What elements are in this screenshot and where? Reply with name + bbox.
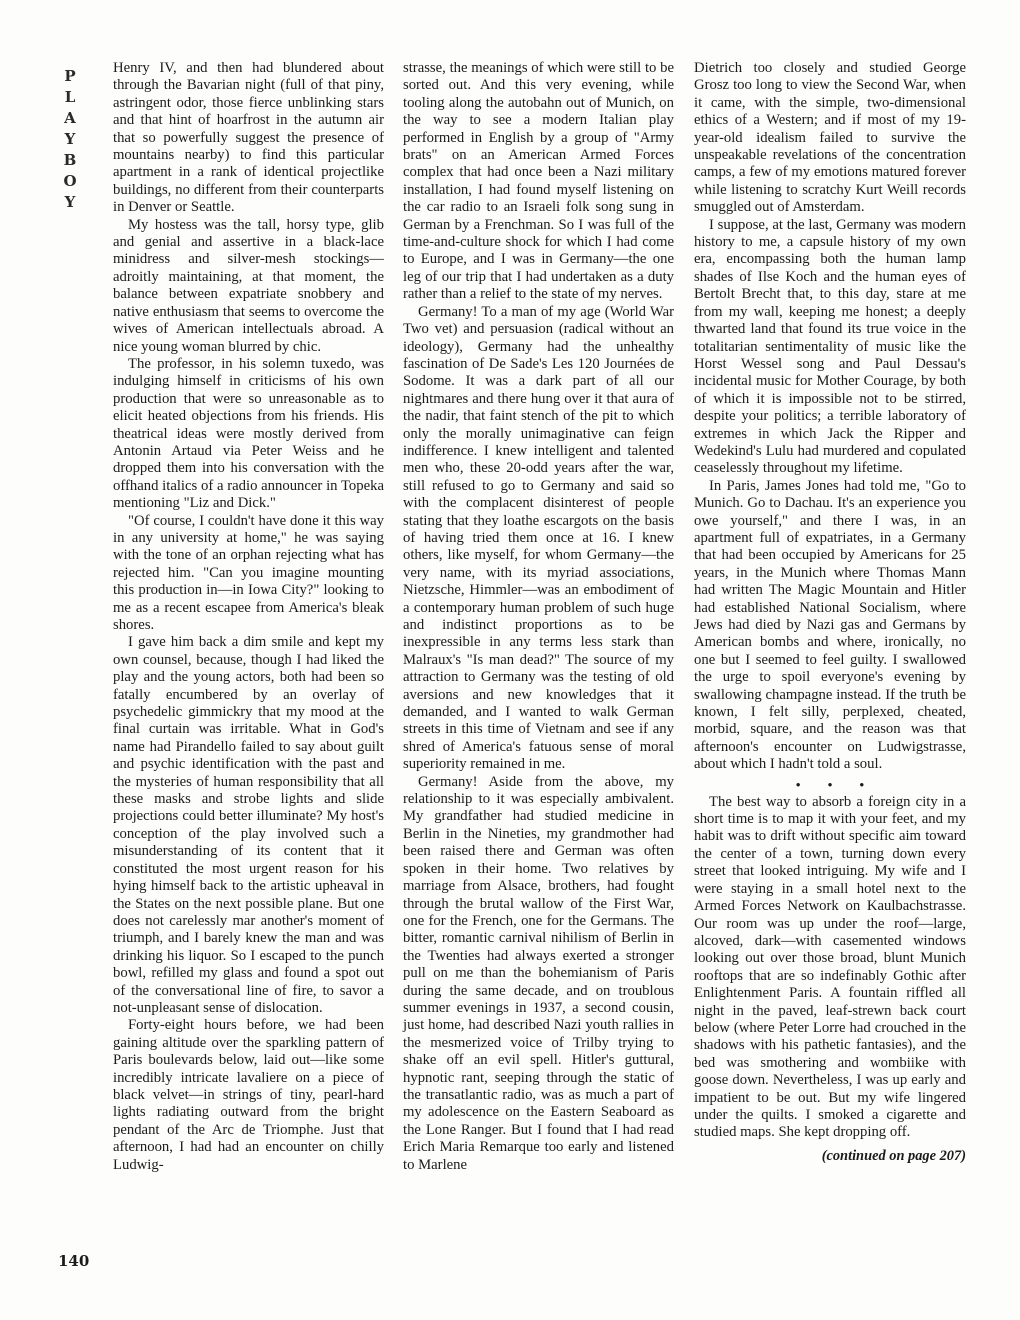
magazine-letter: B <box>63 151 77 169</box>
magazine-name-vertical <box>58 66 82 213</box>
paragraph: Henry IV, and then had blundered about through the Bavarian night (full of that piny, astringent odor, those fierce unblinking stars and that hint of hoarfrost in the autumn air that so powerfully suggest the presence of mountains nearby) to find this particular apartment in a rank of identical projectlike buildings, no different from their counterparts in Denver or Seattle. <box>113 60 384 216</box>
paragraph: I suppose, at the last, Germany was modern history to me, a capsule history of my own era, encompassing both the human lamp shades of Ilse Koch and the human eyes of Bertolt Brecht that, to this day, stare at me from my wall, keeping me honest; a deeply thwarted land that found its true voice in the totalitarian sentimentality of music like the Horst Wessel song and Paul Dessau's incidental music for Mother Courage, by both of which it is impossible not to be stirred, despite your politics; a terrible laboratory of extremes in which Jack the Ripper and Wedekind's Lulu had murdered and copulated ceaselessly throughout my lifetime. <box>694 216 966 477</box>
paragraph: "Of course, I couldn't have done it this way in any university at home," he was saying with the tone of an orphan rejecting what has rejected him. "Can you imagine mounting this production in—in Iowa City?" looking to me as a recent escapee from America's bleak shores. <box>113 512 384 633</box>
paragraph: The best way to absorb a foreign city in a short time is to map it with your feet, and my habit was to drift without specific aim toward the center of a town, turning down every street that looked intriguing. My wife and I were staying in a small hotel next to the Armed Forces Network on Kaulbachstrasse. Our room was up under the roof—large, alcoved, dark—with casemented windows looking out over those broad, blunt Munich rooftops that are so indefinably Gothic after Enlightenment Paris. A fountain riffled all night in the paved, leaf-strewn back court below (where Peter Lorre had crouched in the shadows with his pathetic fantasies), and the bed was smothering and wombiike with goose down. Nevertheless, I was up early and impatient to be out. But my wife lingered under the quilts. I smoked a cigarette and studied maps. She kept dropping off. <box>694 793 966 1141</box>
magazine-letter: P <box>64 67 76 85</box>
continuation-note: (continued on page 207) <box>821 1147 966 1164</box>
paragraph: In Paris, James Jones had told me, "Go to Munich. Go to Dachau. It's an experience you owe yourself," and there I was, in an apartment full of expatriates, in a Germany that had been occupied by Americans for 25 years, in the Munich where Thomas Mann had written The Magic Mountain and Hitler had established National Socialism, where Jews had died by Nazi gas and Germans by American bombs and where, ironically, no one but I seemed to feel guilty. I swallowed the urge to spoil everyone's evening by swallowing champagne instead. If the truth be known, I felt silly, perplexed, cheated, morbid, square, and the reason was that afternoon's encounter on Ludwigstrasse, about which I hadn't told a soul. <box>694 477 966 773</box>
magazine-letter: Y <box>64 130 76 148</box>
paragraph: I gave him back a dim smile and kept my own counsel, because, though I had liked the play and the young actors, both had been so fatally encumbered by an overlay of psychedelic gimmickry that my mood at the final curtain was irritable. What in God's name had Pirandello failed to say about guilt and psychic identification with the past and the mysteries of human responsibility that all these masks and strobe lights and slide projections could better illuminate? My host's conception of the play involved such a misunderstanding of its content that it constituted the most urgent reason for his hying himself back to the artistic upheaval in the States on the next possible plane. But one does not carelessly mar another's moment of triumph, and I barely knew the man and was drinking his liquor. So I escaped to the punch bowl, refilled my glass and found a spot out of the conversational line of fire, to savor a not-unpleasant sense of dislocation. <box>113 634 384 1016</box>
paragraph: Dietrich too closely and studied George Grosz too long to view the Second War, when it came, with the simple, two-dimensional ethics of a Western; and if most of my 19-year-old idealism failed to survive the unspeakable revelations of the concentration camps, a few of my emotions matured forever while listening to scratchy Kurt Weill records smuggled out of Amsterdam. <box>694 60 966 216</box>
paragraph: Germany! To a man of my age (World War Two vet) and persuasion (radical without an ideology), Germany had the unhealthy fascination of De Sade's Les 120 Journées de Sodome. It was a dark part of all our nightmares and there hung over it that aura of the nadir, that faint stench of the pit to which only the morally unimaginative can feign indifference. I knew intelligent and talented men who, these 20-odd years after the war, still refused to go to Germany and said so with the complacent disinterest of people stating that they loathe escargots on the basis of having tried them once at 16. I knew others, like myself, for whom Germany—the very name, with its myriad associations, Nietzsche, Himmler—was an embodiment of a contemporary human problem of such huge and indistinct proportions as to be inexpressible in any terms less stark than Malraux's "Is man dead?" The source of my attraction to Germany was the testing of old aversions and new knowledges that it demanded, and I wanted to walk German streets in this time of Vietnam and see if any shred of America's fatuous sense of moral superiority remained in me. <box>403 303 674 773</box>
magazine-letter: A <box>64 109 76 127</box>
section-break: • • • <box>795 776 877 792</box>
paragraph: Forty-eight hours before, we had been gaining altitude over the sparkling pattern of Paris boulevards below, laid out—like some incredibly intricate lavaliere on a piece of black velvet—in strings of tiny, pearl-hard lights radiating outward from the bright pendant of the Arc de Triomphe. Just that afternoon, I had had an encounter on chilly Ludwig- <box>113 1017 384 1173</box>
paragraph: strasse, the meanings of which were still to be sorted out. And this very evening, while tooling along the autobahn out of Munich, on the way to see a modern Italian play performed in English by a group of "Army brats" on an American Armed Forces complex that had once been a Nazi military installation, I had found myself listening on the car radio to an Israeli folk song sung in German by a Frenchman. So I was full of the time-and-culture shock for which I had come to Europe, and I was in Germany—the one leg of our trip that I had undertaken as a duty rather than a relief to the state of my nerves. <box>403 60 674 303</box>
article-column-3 <box>694 60 966 1165</box>
paragraph: The professor, in his solemn tuxedo, was indulging himself in criticisms of his own production that were so unreasonable as to elicit heated objections from his friends. His theatrical ideas were mostly derived from Antonin Artaud via Peter Weiss and he dropped them into his conversation with the offhand italics of a radio announcer in Topeka mentioning "Liz and Dick." <box>113 355 384 512</box>
paragraph: Germany! Aside from the above, my relationship to it was especially ambivalent. My grandfather had studied medicine in Berlin in the Nineties, my grandmother had been raised there and German was often spoken in their home. Two relatives by marriage from Alsace, brothers, had fought through the brutal wallow of the First War, one for the French, one for the Germans. The bitter, romantic carnival nihilism of Berlin in the Twenties had always exerted a stronger pull on me than the bohemianism of Paris during the same decade, and on troublous summer evenings in 1937, a second cousin, just home, had described Nazi youth rallies in the mesmerized voice of Trilby trying to shake off an evil spell. Hitler's guttural, hypnotic rant, seeping through the static of the transatlantic radio, was as much a part of my adolescence on the Eastern Seaboard as the Lone Ranger. But I found that I had read Erich Maria Remarque too early and listened to Marlene <box>403 773 674 1173</box>
magazine-letter: Y <box>64 193 76 211</box>
paragraph: My hostess was the tall, horsy type, glib and genial and assertive in a black-lace minidress and silver-mesh stockings—adroitly maintaining, at that moment, the balance between expatriate snobbery and native enthusiasm that seems to overcome the wives of American intellectuals abroad. A nice young woman blurred by chic. <box>113 216 384 355</box>
magazine-letter: L <box>64 88 76 106</box>
page-number: 140 <box>58 1252 90 1270</box>
article-column-2 <box>403 60 674 1174</box>
magazine-letter: O <box>63 172 77 190</box>
article-column-1 <box>113 60 384 1174</box>
